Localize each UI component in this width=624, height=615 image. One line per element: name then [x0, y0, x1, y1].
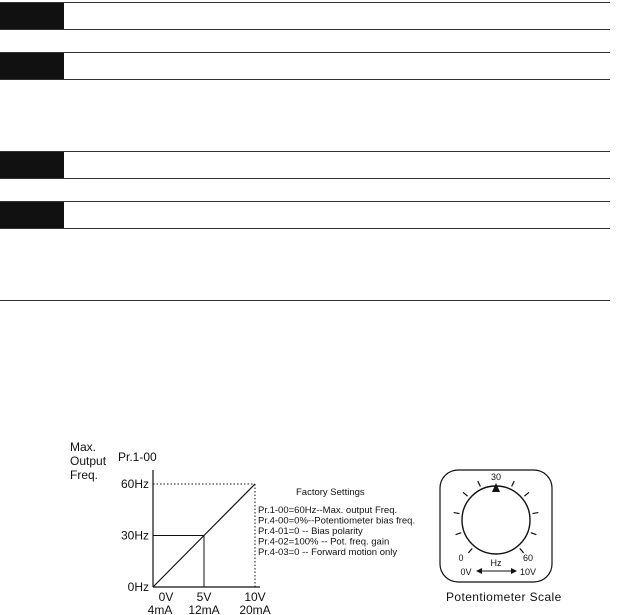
- x-tick-label-voltage: 0V: [158, 590, 174, 604]
- x-tick-label-voltage: 10V: [244, 590, 266, 604]
- x-tick-label-voltage: 5V: [196, 590, 212, 604]
- potentiometer-dial: [462, 486, 530, 554]
- settings-line-4: Pr.4-02=100% -- Pot. freq. gain: [258, 536, 390, 548]
- double-arrow-icon: [476, 568, 517, 574]
- pointer-triangle-icon: [492, 483, 500, 492]
- potentiometer-tick: [478, 481, 481, 486]
- potentiometer-tick: [531, 533, 537, 535]
- potentiometer-tick: [532, 513, 538, 514]
- ylabel-line-1: Max.: [70, 440, 97, 454]
- y-tick-label: 60Hz: [120, 477, 149, 491]
- ylabel-line-3: Freq.: [70, 468, 99, 482]
- pot-max-label: 60: [522, 553, 534, 563]
- settings-title: Factory Settings: [296, 487, 365, 498]
- settings-line-5: Pr.4-03=0 -- Forward motion only: [258, 547, 398, 558]
- pot-max-voltage: 10V: [519, 567, 537, 577]
- chart-marks: [121, 477, 271, 615]
- potentiometer-tick: [468, 548, 472, 553]
- y-tick-label: 0Hz: [127, 580, 149, 594]
- potentiometer-title: Potentiometer Scale: [446, 590, 562, 604]
- factory-settings: [258, 487, 415, 558]
- potentiometer-scale: [440, 470, 562, 604]
- y-tick-label: 30Hz: [120, 528, 149, 543]
- pot-min-voltage: 0V: [460, 567, 472, 577]
- potentiometer-tick: [512, 481, 515, 486]
- frequency-chart: [70, 440, 271, 615]
- settings-line-3: Pr.4-01=0 -- Bias polarity: [258, 526, 363, 537]
- x-tick-label-current: 4mA: [147, 603, 173, 615]
- y-param-label: Pr.1-00: [118, 450, 157, 464]
- pot-mid-label: 30: [490, 472, 502, 482]
- potentiometer-tick: [524, 492, 529, 496]
- settings-line-2: Pr.4-00=0%--Potentiometer bias freq.: [258, 515, 416, 527]
- pot-min-label: 0: [458, 553, 464, 563]
- x-tick-label-current: 12mA: [188, 603, 220, 615]
- potentiometer-tick: [454, 513, 460, 514]
- potentiometer-tick: [456, 533, 462, 535]
- pot-unit-label: Hz: [490, 558, 502, 568]
- settings-line-1: Pr.1-00=60Hz--Max. output Freq.: [258, 505, 398, 516]
- ylabel-line-2: Output: [70, 454, 107, 468]
- x-tick-label-current: 20mA: [239, 603, 271, 615]
- potentiometer-tick: [463, 492, 468, 496]
